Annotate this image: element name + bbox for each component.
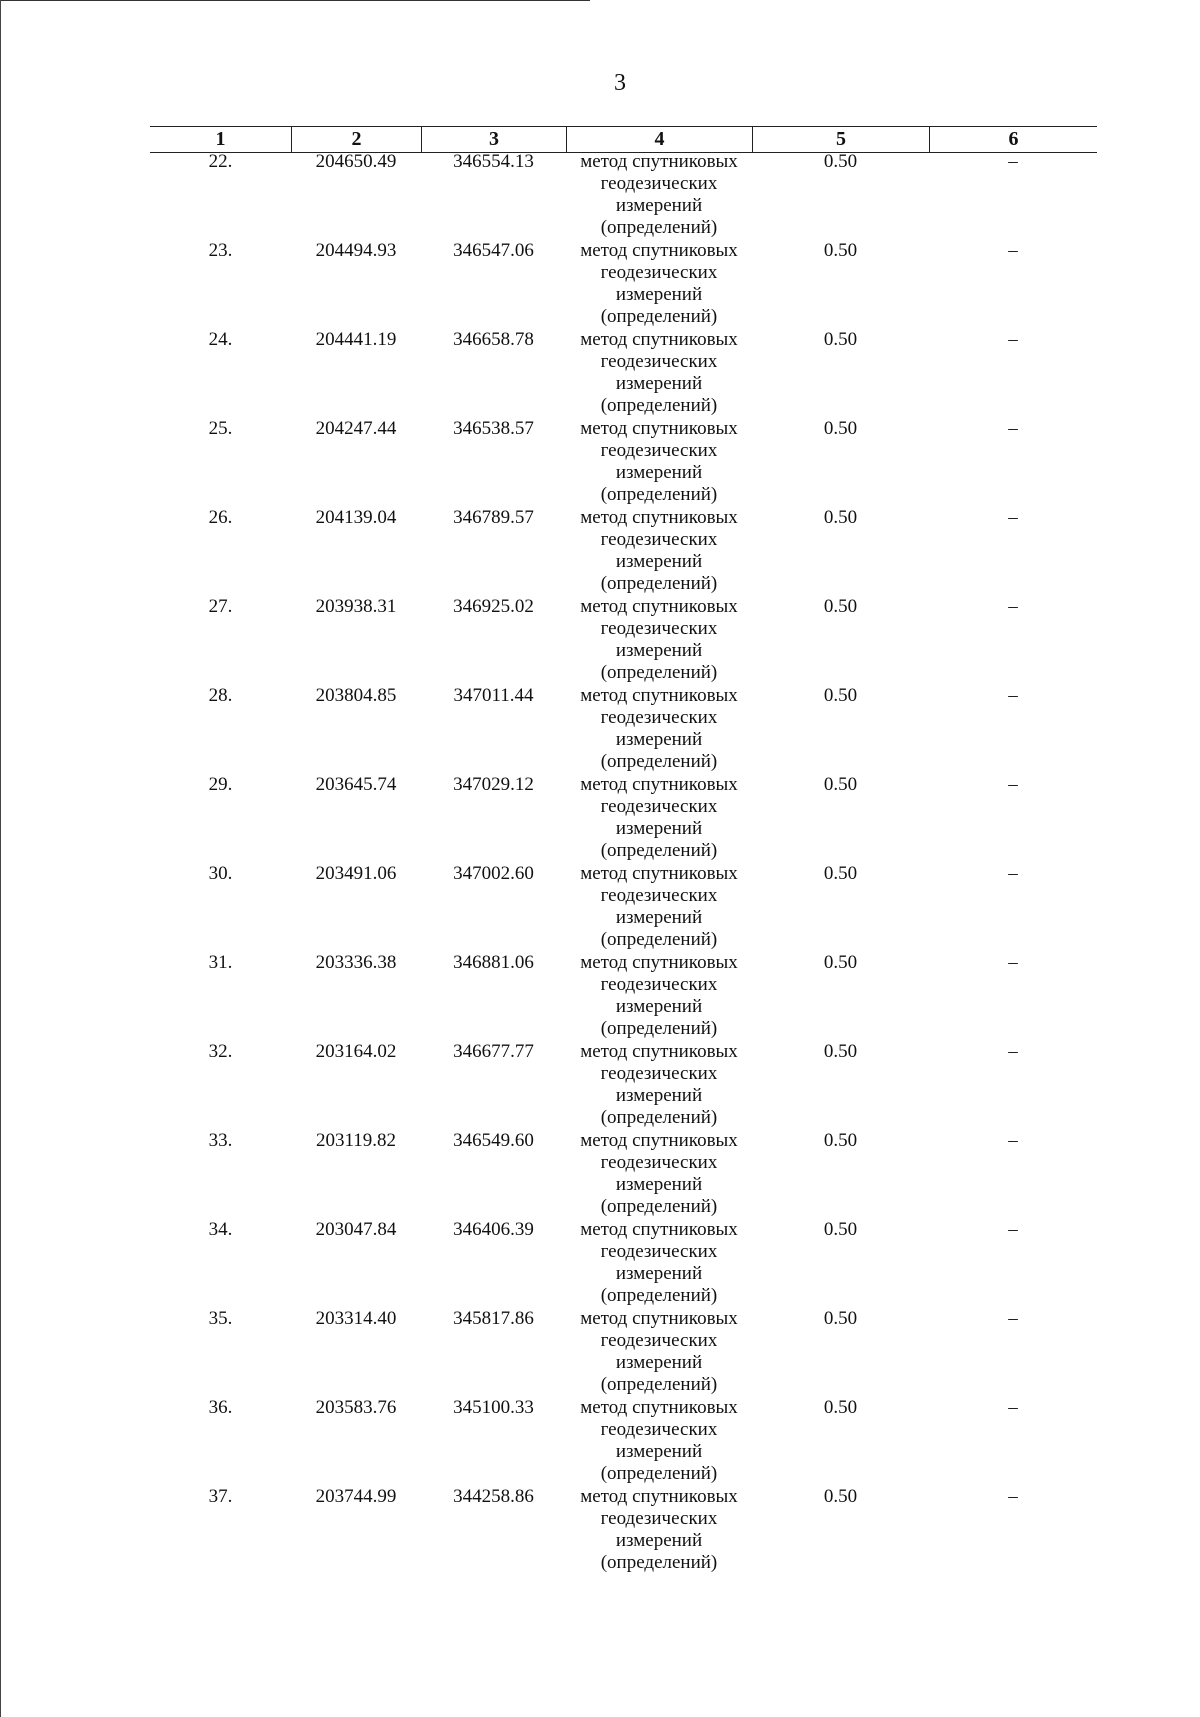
determination-method bbox=[566, 151, 752, 239]
coordinate-x: 204139.04 bbox=[315, 507, 397, 528]
accuracy-value: 0.50 bbox=[823, 1397, 858, 1418]
table-row bbox=[150, 329, 1097, 418]
method-line: метод спутниковых bbox=[580, 418, 738, 439]
column-header: 5 bbox=[752, 127, 929, 152]
note-value: – bbox=[1008, 1308, 1018, 1329]
table-row bbox=[150, 685, 1097, 774]
table-body bbox=[150, 151, 1097, 1575]
method-line: метод спутниковых bbox=[580, 507, 738, 528]
coordinate-y: 347011.44 bbox=[453, 685, 534, 706]
point-number: 28. bbox=[208, 685, 233, 706]
method-line: геодезических bbox=[600, 618, 718, 639]
point-number: 31. bbox=[208, 952, 233, 973]
column-header: 6 bbox=[929, 127, 1097, 152]
table-row bbox=[150, 863, 1097, 952]
coordinate-x: 203119.82 bbox=[315, 1130, 397, 1151]
column-header: 2 bbox=[291, 127, 421, 152]
point-number: 30. bbox=[208, 863, 233, 884]
determination-method bbox=[566, 240, 752, 328]
method-line: измерений bbox=[615, 1441, 703, 1462]
note-value: – bbox=[1008, 1130, 1018, 1151]
point-number: 22. bbox=[208, 151, 233, 172]
coordinate-y: 346789.57 bbox=[453, 507, 534, 528]
point-number: 29. bbox=[208, 774, 233, 795]
table-row bbox=[150, 1219, 1097, 1308]
method-line: метод спутниковых bbox=[580, 1486, 738, 1507]
method-line: (определений) bbox=[600, 1196, 718, 1217]
determination-method bbox=[566, 1130, 752, 1218]
method-line: метод спутниковых bbox=[580, 1041, 738, 1062]
coordinate-y: 346547.06 bbox=[453, 240, 534, 261]
determination-method bbox=[566, 685, 752, 773]
determination-method bbox=[566, 952, 752, 1040]
method-line: геодезических bbox=[600, 1063, 718, 1084]
method-line: измерений bbox=[615, 907, 703, 928]
coordinate-x: 203491.06 bbox=[315, 863, 397, 884]
method-line: измерений bbox=[615, 373, 703, 394]
method-line: геодезических bbox=[600, 1241, 718, 1262]
method-line: (определений) bbox=[600, 1463, 718, 1484]
scan-border-top bbox=[0, 0, 590, 1]
point-number: 25. bbox=[208, 418, 233, 439]
method-line: геодезических bbox=[600, 707, 718, 728]
coordinate-x: 203164.02 bbox=[315, 1041, 397, 1062]
determination-method bbox=[566, 1397, 752, 1485]
method-line: метод спутниковых bbox=[580, 952, 738, 973]
method-line: метод спутниковых bbox=[580, 151, 738, 172]
accuracy-value: 0.50 bbox=[823, 1041, 858, 1062]
table-row bbox=[150, 1308, 1097, 1397]
method-line: геодезических bbox=[600, 1152, 718, 1173]
coordinate-y: 344258.86 bbox=[453, 1486, 534, 1507]
method-line: геодезических bbox=[600, 262, 718, 283]
coordinate-y: 345817.86 bbox=[453, 1308, 534, 1329]
page-number: 3 bbox=[614, 70, 626, 96]
table-row bbox=[150, 151, 1097, 240]
method-line: (определений) bbox=[600, 1552, 718, 1573]
method-line: геодезических bbox=[600, 440, 718, 461]
coordinate-y: 346406.39 bbox=[453, 1219, 534, 1240]
method-line: геодезических bbox=[600, 796, 718, 817]
note-value: – bbox=[1008, 329, 1018, 350]
note-value: – bbox=[1008, 1486, 1018, 1507]
accuracy-value: 0.50 bbox=[823, 418, 858, 439]
method-line: (определений) bbox=[600, 217, 718, 238]
method-line: (определений) bbox=[600, 1285, 718, 1306]
point-number: 37. bbox=[208, 1486, 233, 1507]
accuracy-value: 0.50 bbox=[823, 240, 858, 261]
method-line: геодезических bbox=[600, 173, 718, 194]
method-line: измерений bbox=[615, 1352, 703, 1373]
determination-method bbox=[566, 507, 752, 595]
accuracy-value: 0.50 bbox=[823, 952, 858, 973]
accuracy-value: 0.50 bbox=[823, 1130, 858, 1151]
accuracy-value: 0.50 bbox=[823, 596, 858, 617]
note-value: – bbox=[1008, 240, 1018, 261]
determination-method bbox=[566, 1486, 752, 1574]
method-line: геодезических bbox=[600, 351, 718, 372]
accuracy-value: 0.50 bbox=[823, 774, 858, 795]
method-line: (определений) bbox=[600, 395, 718, 416]
coordinate-y: 346658.78 bbox=[453, 329, 534, 350]
coordinate-x: 203047.84 bbox=[315, 1219, 397, 1240]
method-line: геодезических bbox=[600, 1330, 718, 1351]
method-line: измерений bbox=[615, 1174, 703, 1195]
table-row bbox=[150, 240, 1097, 329]
accuracy-value: 0.50 bbox=[823, 1486, 858, 1507]
determination-method bbox=[566, 596, 752, 684]
note-value: – bbox=[1008, 418, 1018, 439]
method-line: измерений bbox=[615, 1085, 703, 1106]
table-row bbox=[150, 1130, 1097, 1219]
method-line: метод спутниковых bbox=[580, 1130, 738, 1151]
note-value: – bbox=[1008, 1219, 1018, 1240]
coordinate-y: 345100.33 bbox=[453, 1397, 534, 1418]
coordinate-y: 346677.77 bbox=[453, 1041, 534, 1062]
point-number: 24. bbox=[208, 329, 233, 350]
point-number: 34. bbox=[208, 1219, 233, 1240]
method-line: измерений bbox=[615, 1530, 703, 1551]
accuracy-value: 0.50 bbox=[823, 329, 858, 350]
method-line: геодезических bbox=[600, 529, 718, 550]
method-line: метод спутниковых bbox=[580, 329, 738, 350]
method-line: (определений) bbox=[600, 1374, 718, 1395]
note-value: – bbox=[1008, 151, 1018, 172]
method-line: измерений bbox=[615, 462, 703, 483]
method-line: метод спутниковых bbox=[580, 1397, 738, 1418]
method-line: измерений bbox=[615, 818, 703, 839]
method-line: измерений bbox=[615, 195, 703, 216]
method-line: метод спутниковых bbox=[580, 774, 738, 795]
method-line: (определений) bbox=[600, 573, 718, 594]
determination-method bbox=[566, 329, 752, 417]
method-line: метод спутниковых bbox=[580, 863, 738, 884]
coordinate-x: 203336.38 bbox=[315, 952, 397, 973]
coordinate-y: 347029.12 bbox=[453, 774, 534, 795]
method-line: геодезических bbox=[600, 885, 718, 906]
method-line: геодезических bbox=[600, 1419, 718, 1440]
accuracy-value: 0.50 bbox=[823, 863, 858, 884]
note-value: – bbox=[1008, 507, 1018, 528]
point-number: 33. bbox=[208, 1130, 233, 1151]
point-number: 27. bbox=[208, 596, 233, 617]
note-value: – bbox=[1008, 1397, 1018, 1418]
table-header bbox=[150, 126, 1097, 153]
coordinate-x: 204494.93 bbox=[315, 240, 397, 261]
accuracy-value: 0.50 bbox=[823, 151, 858, 172]
method-line: геодезических bbox=[600, 974, 718, 995]
column-header: 1 bbox=[215, 128, 226, 150]
coordinate-x: 203583.76 bbox=[315, 1397, 397, 1418]
method-line: метод спутниковых bbox=[580, 240, 738, 261]
coordinate-x: 203744.99 bbox=[315, 1486, 397, 1507]
method-line: измерений bbox=[615, 729, 703, 750]
coordinate-y: 347002.60 bbox=[453, 863, 534, 884]
note-value: – bbox=[1008, 863, 1018, 884]
coordinate-x: 203938.31 bbox=[315, 596, 397, 617]
table-row bbox=[150, 507, 1097, 596]
determination-method bbox=[566, 1219, 752, 1307]
coordinate-x: 204247.44 bbox=[315, 418, 397, 439]
coordinate-x: 203314.40 bbox=[315, 1308, 397, 1329]
method-line: (определений) bbox=[600, 484, 718, 505]
table-row bbox=[150, 1397, 1097, 1486]
method-line: (определений) bbox=[600, 1107, 718, 1128]
note-value: – bbox=[1008, 596, 1018, 617]
coordinate-x: 203645.74 bbox=[315, 774, 397, 795]
note-value: – bbox=[1008, 1041, 1018, 1062]
method-line: (определений) bbox=[600, 929, 718, 950]
point-number: 32. bbox=[208, 1041, 233, 1062]
table-row bbox=[150, 1041, 1097, 1130]
method-line: (определений) bbox=[600, 840, 718, 861]
table-row bbox=[150, 952, 1097, 1041]
method-line: измерений bbox=[615, 640, 703, 661]
table-row bbox=[150, 418, 1097, 507]
method-line: метод спутниковых bbox=[580, 1219, 738, 1240]
determination-method bbox=[566, 863, 752, 951]
accuracy-value: 0.50 bbox=[823, 1308, 858, 1329]
point-number: 26. bbox=[208, 507, 233, 528]
method-line: измерений bbox=[615, 551, 703, 572]
method-line: метод спутниковых bbox=[580, 1308, 738, 1329]
table-row bbox=[150, 774, 1097, 863]
coordinate-x: 204650.49 bbox=[315, 151, 397, 172]
note-value: – bbox=[1008, 952, 1018, 973]
point-number: 23. bbox=[208, 240, 233, 261]
coordinate-x: 204441.19 bbox=[315, 329, 397, 350]
column-header: 3 bbox=[421, 127, 566, 152]
accuracy-value: 0.50 bbox=[823, 507, 858, 528]
scan-border-left bbox=[0, 0, 1, 1717]
determination-method bbox=[566, 774, 752, 862]
method-line: (определений) bbox=[600, 306, 718, 327]
point-number: 35. bbox=[208, 1308, 233, 1329]
coordinate-y: 346549.60 bbox=[453, 1130, 534, 1151]
method-line: метод спутниковых bbox=[580, 685, 738, 706]
method-line: измерений bbox=[615, 284, 703, 305]
method-line: измерений bbox=[615, 996, 703, 1017]
determination-method bbox=[566, 418, 752, 506]
determination-method bbox=[566, 1041, 752, 1129]
determination-method bbox=[566, 1308, 752, 1396]
point-number: 36. bbox=[208, 1397, 233, 1418]
column-header: 4 bbox=[566, 127, 752, 152]
accuracy-value: 0.50 bbox=[823, 1219, 858, 1240]
method-line: (определений) bbox=[600, 662, 718, 683]
accuracy-value: 0.50 bbox=[823, 685, 858, 706]
coordinate-y: 346881.06 bbox=[453, 952, 534, 973]
note-value: – bbox=[1008, 685, 1018, 706]
coordinate-x: 203804.85 bbox=[315, 685, 397, 706]
coordinate-y: 346554.13 bbox=[453, 151, 534, 172]
note-value: – bbox=[1008, 774, 1018, 795]
coordinate-y: 346538.57 bbox=[453, 418, 534, 439]
method-line: геодезических bbox=[600, 1508, 718, 1529]
method-line: метод спутниковых bbox=[580, 596, 738, 617]
method-line: (определений) bbox=[600, 1018, 718, 1039]
table-row bbox=[150, 596, 1097, 685]
coordinate-y: 346925.02 bbox=[453, 596, 534, 617]
table-row bbox=[150, 1486, 1097, 1575]
method-line: измерений bbox=[615, 1263, 703, 1284]
method-line: (определений) bbox=[600, 751, 718, 772]
